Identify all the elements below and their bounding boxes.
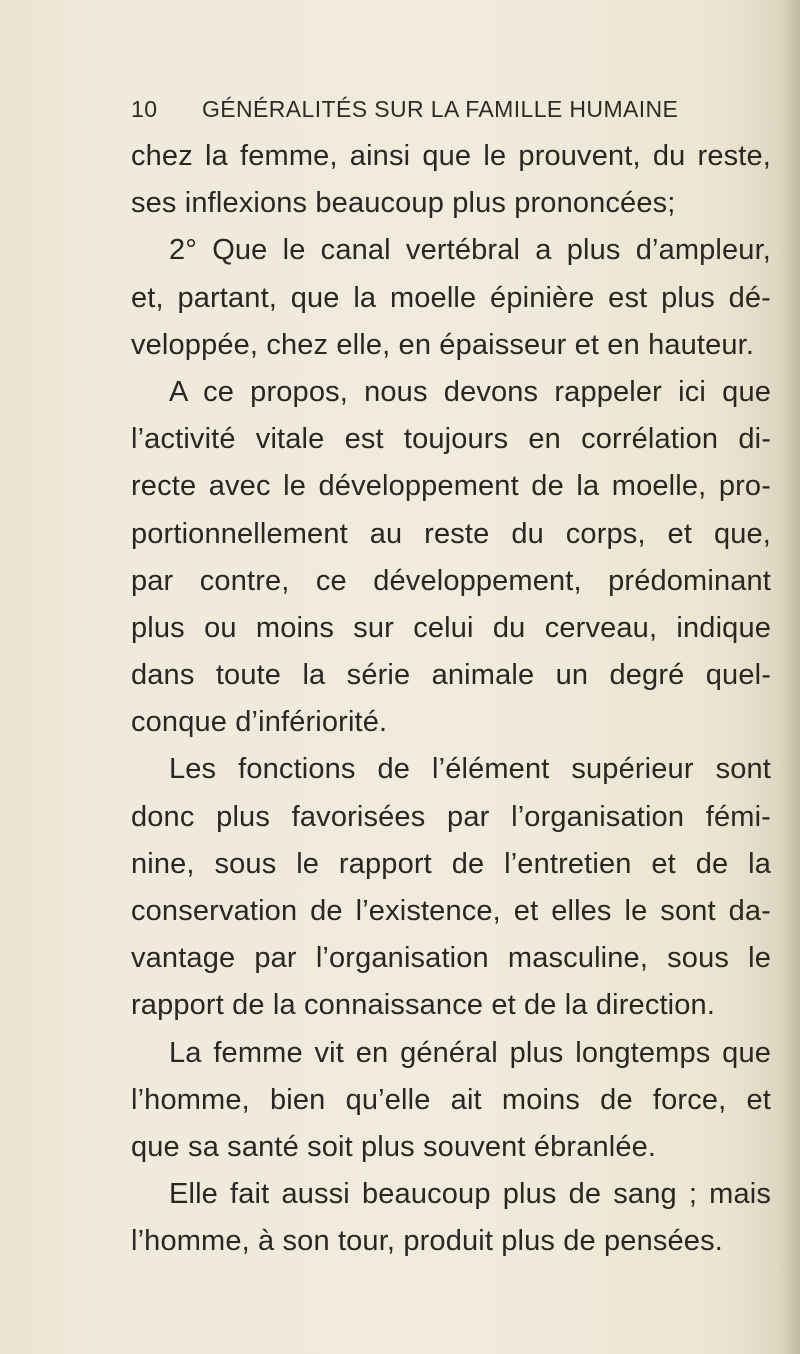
running-head (131, 96, 771, 132)
text-line: Elle fait aussi beaucoup plus de sang ; mais (169, 1178, 771, 1211)
text-line: La femme vit en général plus longtemps que (169, 1036, 771, 1069)
text-line: l’homme, bien qu’elle ait moins de force, et (131, 1083, 771, 1116)
text-line: l’homme, à son tour, produit plus de pensées. (131, 1225, 723, 1258)
text-line: et, partant, que la moelle épinière est plus dé- (131, 281, 771, 314)
text-line: dans toute la série animale un degré quel- (131, 659, 771, 692)
text-line: portionnellement au reste du corps, et que, (131, 517, 771, 550)
text-line: plus ou moins sur celui du cerveau, indique (131, 611, 771, 644)
text-line: Les fonctions de l’élément supérieur sont (169, 753, 771, 786)
text-line: ses inflexions beaucoup plus prononcées; (131, 187, 676, 220)
text-line: conque d’infériorité. (131, 706, 388, 739)
text-line: nine, sous le rapport de l’entretien et de la (131, 847, 771, 880)
text-line: vantage par l’organisation masculine, sous le (131, 942, 771, 975)
text-line: veloppée, chez elle, en épaisseur et en hauteur. (131, 328, 755, 361)
running-title: GÉNÉRALITÉS SUR LA FAMILLE HUMAINE (202, 96, 679, 122)
text-line: l’activité vitale est toujours en corrélation di- (131, 423, 771, 456)
body-text (131, 133, 771, 1266)
text-line: A ce propos, nous devons rappeler ici que (169, 375, 771, 408)
text-line: chez la femme, ainsi que le prouvent, du reste, (131, 140, 771, 172)
text-line: conservation de l’existence, et elles le sont da- (131, 895, 771, 927)
text-line: 2° Que le canal vertébral a plus d’ampleur, (169, 234, 771, 267)
text-line: recte avec le développement de la moelle, pro- (131, 470, 771, 503)
text-line: que sa santé soit plus souvent ébranlée. (131, 1130, 657, 1163)
text-line: donc plus favorisées par l’organisation fémi- (131, 800, 771, 833)
text-line: rapport de la connaissance et de la direction. (131, 989, 716, 1022)
text-line: par contre, ce développement, prédominant (131, 564, 771, 597)
page-number: 10 (131, 96, 158, 122)
page-edge-shadow (778, 0, 800, 1354)
